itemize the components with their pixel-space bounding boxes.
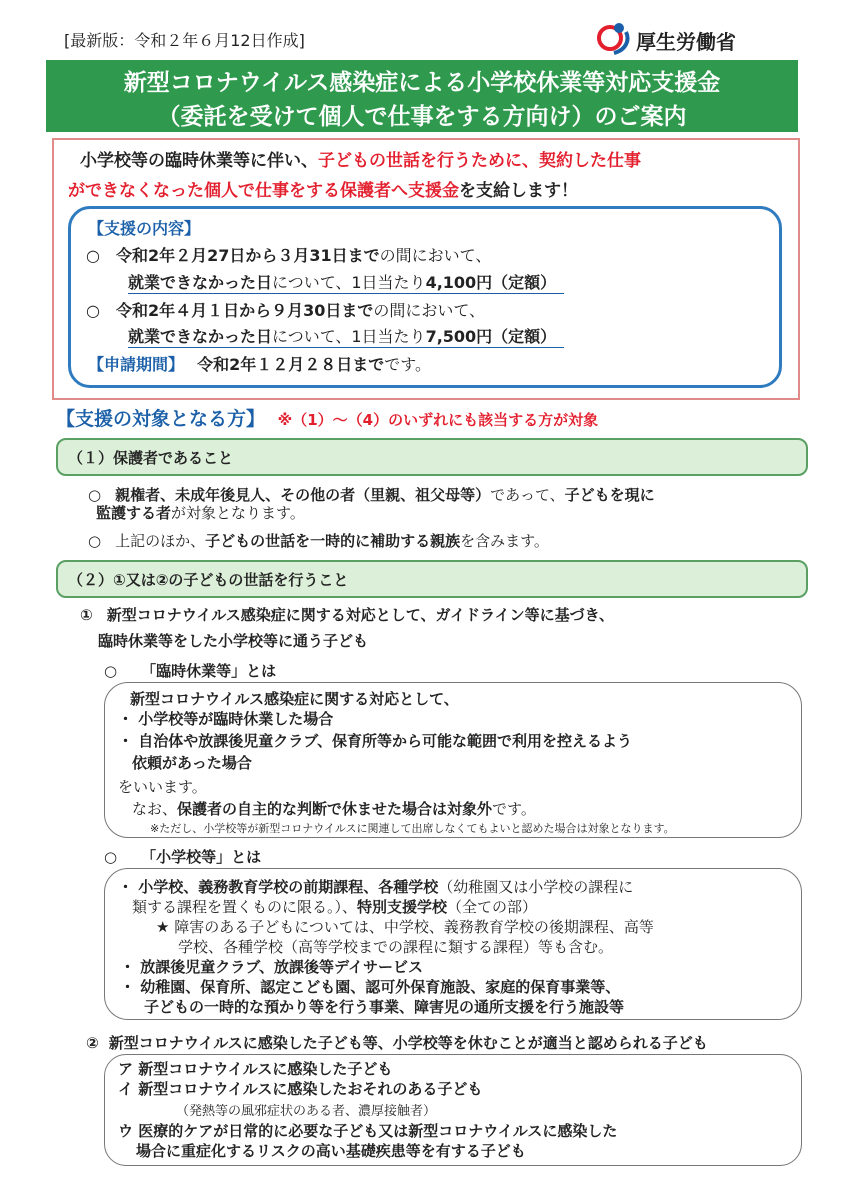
school-line-2 bbox=[132, 896, 537, 917]
circle-bullet: ○ bbox=[86, 301, 100, 320]
period-label: 【申請期間】 bbox=[88, 355, 185, 374]
school-1b: （幼稚園又は小学校の課程に bbox=[438, 878, 634, 896]
support-2-days: 就業できなかった日 bbox=[128, 327, 273, 346]
circle-bullet: ○ bbox=[88, 532, 102, 550]
support-2-dates: 令和2年４月１日から９月30日まで bbox=[115, 301, 374, 320]
section-2-title: （２）①又は②の子どもの世話を行うこと bbox=[68, 571, 349, 589]
date-note: [最新版：令和２年６月12日作成] bbox=[64, 31, 305, 50]
target-heading-row bbox=[56, 404, 598, 431]
support-item-2-line-2 bbox=[128, 324, 564, 348]
ministry-logo-icon bbox=[596, 18, 632, 58]
case-2-number: ② bbox=[86, 1034, 99, 1052]
sec1-i1-a: 親権者、未成年後見人、その他の者（里親、祖父母等） bbox=[115, 486, 491, 504]
intro-line-2 bbox=[68, 176, 578, 201]
circle-bullet: ○ bbox=[104, 848, 118, 866]
school-line-4: 学校、各種学校（高等学校までの課程に類する課程）等も含む。 bbox=[178, 938, 614, 956]
school-2a: 類する課程を置くものに限る。）、 bbox=[132, 898, 358, 916]
support-2-amount: 7,500円（定額） bbox=[425, 327, 557, 346]
case-1-line-2: 臨時休業等をした小学校等に通う子ども bbox=[98, 632, 369, 650]
sec1-item-2 bbox=[88, 530, 549, 551]
intro-text-1a: 小学校等の臨時休業等に伴い、 bbox=[80, 151, 318, 171]
school-heading-row bbox=[104, 846, 261, 867]
school-line-1 bbox=[118, 876, 633, 897]
support-1-days: 就業できなかった日 bbox=[128, 273, 273, 292]
kyugyo-line-6 bbox=[132, 798, 536, 819]
support-2-between: の間において、 bbox=[373, 301, 486, 320]
title-line-1: 新型コロナウイルス感染症による小学校休業等対応支援金 bbox=[123, 70, 721, 96]
kyugyo-line-1: 新型コロナウイルス感染症に関する対応として、 bbox=[130, 690, 459, 708]
support-2-per-day: について、1日当たり bbox=[272, 327, 426, 346]
kyugyo-line-2: ・ 小学校等が臨時休業した場合 bbox=[118, 710, 334, 728]
intro-line-1 bbox=[80, 146, 641, 171]
intro-text-2b: を支給します！ bbox=[459, 181, 578, 201]
support-1-per-day: について、1日当たり bbox=[272, 273, 426, 292]
support-1-between: の間において、 bbox=[379, 246, 492, 265]
case-2-u-line-2: 場合に重症化するリスクの高い基礎疾患等を有する子ども bbox=[136, 1142, 526, 1160]
school-line-3: ★ 障害のある子どもについては、中学校、義務教育学校の後期課程、高等 bbox=[156, 918, 654, 936]
sec1-item-1-line-2 bbox=[96, 502, 305, 523]
case-2-i-note: （発熱等の風邪症状のある者、濃厚接触者） bbox=[176, 1104, 437, 1119]
support-item-2-line-1 bbox=[86, 298, 485, 321]
application-period bbox=[88, 352, 431, 375]
target-heading: 【支援の対象となる方】 bbox=[56, 408, 266, 430]
case-1-number: ① bbox=[80, 606, 93, 624]
kyugyo-heading: 「臨時休業等」とは bbox=[141, 662, 277, 680]
section-1-bar bbox=[56, 438, 808, 476]
case-1-text-1: 新型コロナウイルス感染症に関する対応として、ガイドライン等に基づき、 bbox=[106, 606, 615, 624]
kyugyo-6c: です。 bbox=[492, 800, 536, 818]
circle-bullet: ○ bbox=[104, 662, 118, 680]
ministry-name: 厚生労働省 bbox=[636, 30, 736, 54]
school-line-7: 子どもの一時的な預かり等を行う事業、障害児の通所支援を行う施設等 bbox=[144, 998, 625, 1016]
kyugyo-line-5: をいいます。 bbox=[118, 778, 207, 796]
period-value: 令和2年１２月２８日まで bbox=[197, 355, 385, 374]
circle-bullet: ○ bbox=[88, 486, 102, 504]
kyugyo-line-4: 依頼があった場合 bbox=[132, 754, 252, 772]
sec1-i1-d: 監護する者 bbox=[96, 504, 172, 522]
intro-text-2a: ができなくなった個人で仕事をする保護者へ支援金 bbox=[68, 181, 459, 201]
section-2-bar bbox=[56, 560, 808, 598]
sec1-i1-c: 子どもを現に bbox=[564, 486, 655, 504]
sec1-i2-b: 子どもの世話を一時的に補助する親族 bbox=[205, 532, 461, 550]
case-2-i: イ 新型コロナウイルスに感染したおそれのある子ども bbox=[118, 1080, 483, 1098]
case-1-line-1 bbox=[80, 604, 614, 625]
support-1-dates: 令和2年２月27日から３月31日まで bbox=[115, 246, 380, 265]
kyugyo-6a: なお、 bbox=[132, 800, 178, 818]
support-1-amount: 4,100円（定額） bbox=[425, 273, 557, 292]
circle-bullet: ○ bbox=[86, 246, 100, 265]
section-1-title: （１）保護者であること bbox=[68, 449, 234, 467]
case-2-u-line-1: ウ 医療的ケアが日常的に必要な子ども又は新型コロナウイルスに感染した bbox=[118, 1122, 618, 1140]
title-banner bbox=[46, 60, 798, 132]
support-heading: 【支援の内容】 bbox=[88, 219, 201, 238]
case-2-text: 新型コロナウイルスに感染した子ども等、小学校等を休むことが適当と認められる子ども bbox=[108, 1034, 708, 1052]
school-line-5: ・ 放課後児童クラブ、放課後等デイサービス bbox=[120, 958, 423, 976]
support-item-1-line-2 bbox=[128, 270, 564, 294]
sec1-i2-c: を含みます。 bbox=[460, 532, 549, 550]
sec1-i1-b: であって、 bbox=[490, 486, 565, 504]
school-heading: 「小学校等」とは bbox=[141, 848, 262, 866]
kyugyo-6b: 保護者の自主的な判断で休ませた場合は対象外 bbox=[177, 800, 493, 818]
school-2b: 特別支援学校 bbox=[357, 898, 448, 916]
support-item-1-line-1 bbox=[86, 243, 491, 266]
case-2-line bbox=[86, 1032, 708, 1053]
school-2c: （全ての部） bbox=[447, 898, 538, 916]
target-note: ※（1）～（4）のいずれにも該当する方が対象 bbox=[277, 411, 599, 429]
period-tail: です。 bbox=[384, 355, 431, 374]
case-2-a: ア 新型コロナウイルスに感染した子ども bbox=[118, 1060, 393, 1078]
kyugyo-line-3: ・ 自治体や放課後児童クラブ、保育所等から可能な範囲で利用を控えるよう bbox=[118, 732, 633, 750]
kyugyo-note: ※ただし、小学校等が新型コロナウイルスに関連して出席しなくてもよいと認めた場合は対象となります。 bbox=[150, 822, 675, 835]
title-line-2: （委託を受けて個人で仕事をする方向け）のご案内 bbox=[157, 104, 687, 130]
school-1a: ・ 小学校、義務教育学校の前期課程、各種学校 bbox=[118, 878, 439, 896]
intro-text-1b: 子どもの世話を行うために、契約した仕事 bbox=[318, 151, 641, 171]
sec1-i1-e: が対象となります。 bbox=[171, 504, 305, 522]
school-line-6: ・ 幼稚園、保育所、認定こども園、認可外保育施設、家庭的保育事業等、 bbox=[120, 978, 621, 996]
kyugyo-heading-row bbox=[104, 660, 276, 681]
sec1-i2-a: 上記のほか、 bbox=[115, 532, 206, 550]
ministry-logo bbox=[596, 18, 806, 58]
